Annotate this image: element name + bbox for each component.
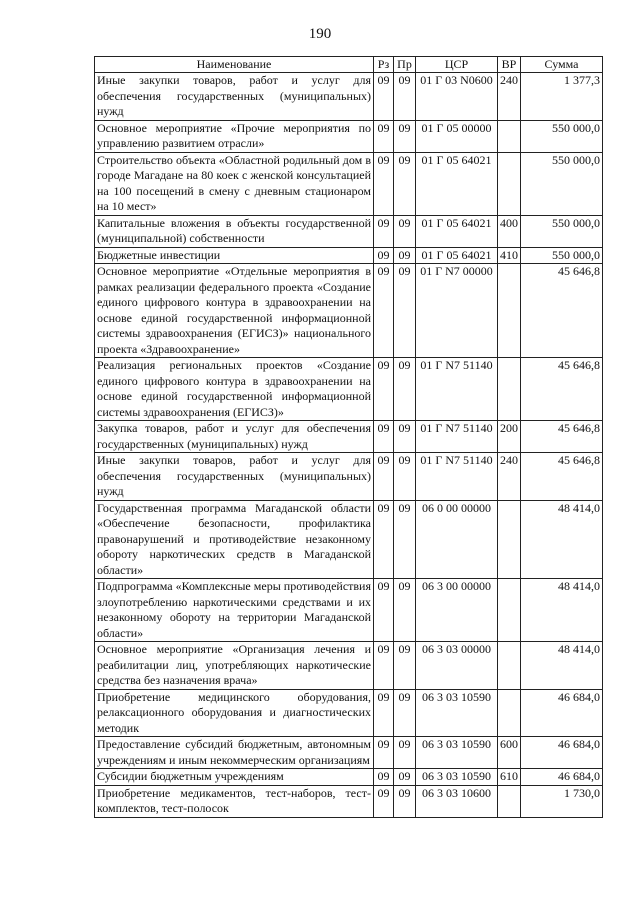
row-sum: 48 414,0 [521, 642, 603, 690]
row-rz: 09 [374, 453, 394, 501]
row-rz: 09 [374, 215, 394, 247]
row-vr [498, 264, 521, 358]
row-sum: 45 646,8 [521, 453, 603, 501]
row-rz: 09 [374, 579, 394, 642]
row-name: Капитальные вложения в объекты государственной (муниципальной) собственности [95, 215, 374, 247]
header-rz: Рз [374, 57, 394, 73]
row-sum: 550 000,0 [521, 215, 603, 247]
table-row [95, 642, 603, 690]
table-row [95, 264, 603, 358]
row-rz: 09 [374, 689, 394, 737]
row-pr: 09 [394, 769, 416, 786]
row-name: Основное мероприятие «Прочие мероприятия по управлению развитием отрасли» [95, 120, 374, 152]
row-pr: 09 [394, 421, 416, 453]
row-vr: 240 [498, 73, 521, 121]
row-vr [498, 642, 521, 690]
row-csr: 06 3 03 00000 [416, 642, 498, 690]
row-vr: 610 [498, 769, 521, 786]
row-sum: 550 000,0 [521, 247, 603, 264]
row-vr [498, 120, 521, 152]
row-csr: 01 Г N7 51140 [416, 421, 498, 453]
row-pr: 09 [394, 737, 416, 769]
row-csr: 01 Г N7 51140 [416, 358, 498, 421]
row-rz: 09 [374, 737, 394, 769]
row-name: Иные закупки товаров, работ и услуг для обеспечения государственных (муниципальных) нужд [95, 453, 374, 501]
row-rz: 09 [374, 264, 394, 358]
row-pr: 09 [394, 264, 416, 358]
row-sum: 48 414,0 [521, 579, 603, 642]
row-name: Предоставление субсидий бюджетным, автономным учреждениям и иным некоммерческим организациям [95, 737, 374, 769]
row-pr: 09 [394, 120, 416, 152]
row-sum: 45 646,8 [521, 264, 603, 358]
row-name: Подпрограмма «Комплексные меры противодействия злоупотреблению наркотическими средствами и их незаконному обороту на территории Магаданской области» [95, 579, 374, 642]
row-name: Субсидии бюджетным учреждениям [95, 769, 374, 786]
row-pr: 09 [394, 358, 416, 421]
row-rz: 09 [374, 769, 394, 786]
row-csr: 01 Г N7 51140 [416, 453, 498, 501]
row-sum: 46 684,0 [521, 689, 603, 737]
row-csr: 06 3 03 10600 [416, 785, 498, 817]
row-vr: 410 [498, 247, 521, 264]
table-row [95, 769, 603, 786]
row-name: Строительство объекта «Областной родильный дом в городе Магадане на 80 коек с женской консультацией на 100 посещений в смену с дневным стационаром на 10 мест» [95, 152, 374, 215]
row-pr: 09 [394, 453, 416, 501]
row-pr: 09 [394, 152, 416, 215]
row-rz: 09 [374, 785, 394, 817]
header-csr: ЦСР [416, 57, 498, 73]
row-name: Приобретение медикаментов, тест-наборов, тест-комплектов, тест-полосок [95, 785, 374, 817]
page-number: 190 [308, 26, 332, 42]
row-sum: 550 000,0 [521, 152, 603, 215]
header-name: Наименование [95, 57, 374, 73]
row-sum: 550 000,0 [521, 120, 603, 152]
table-row [95, 785, 603, 817]
row-vr [498, 689, 521, 737]
row-sum: 1 377,3 [521, 73, 603, 121]
header-pr: Пр [394, 57, 416, 73]
header-vr: ВР [498, 57, 521, 73]
table-row [95, 500, 603, 579]
row-csr: 06 3 03 10590 [416, 737, 498, 769]
row-sum: 46 684,0 [521, 737, 603, 769]
row-rz: 09 [374, 73, 394, 121]
row-pr: 09 [394, 247, 416, 264]
row-vr [498, 358, 521, 421]
row-name: Реализация региональных проектов «Создание единого цифрового контура в здравоохранении на основе единой государственной информационной системы здравоохранения (ЕГИСЗ)» [95, 358, 374, 421]
row-pr: 09 [394, 689, 416, 737]
row-name: Бюджетные инвестиции [95, 247, 374, 264]
table-row [95, 152, 603, 215]
row-csr: 06 3 03 10590 [416, 689, 498, 737]
row-vr: 200 [498, 421, 521, 453]
table-row [95, 453, 603, 501]
row-rz: 09 [374, 421, 394, 453]
table-row [95, 737, 603, 769]
row-csr: 06 3 03 10590 [416, 769, 498, 786]
row-sum: 1 730,0 [521, 785, 603, 817]
row-vr [498, 785, 521, 817]
row-vr [498, 500, 521, 579]
row-pr: 09 [394, 73, 416, 121]
row-csr: 01 Г 05 64021 [416, 152, 498, 215]
row-csr: 01 Г 03 N0600 [416, 73, 498, 121]
row-rz: 09 [374, 358, 394, 421]
row-vr: 240 [498, 453, 521, 501]
row-name: Основное мероприятие «Отдельные мероприятия в рамках реализации федерального проекта «Создание единого цифрового контура в здравоохранении на основе единой государственной информационной системы здравоохранения (ЕГИСЗ)» национального проекта «Здравоохранение» [95, 264, 374, 358]
row-rz: 09 [374, 500, 394, 579]
row-rz: 09 [374, 247, 394, 264]
row-csr: 06 0 00 00000 [416, 500, 498, 579]
row-csr: 01 Г 05 64021 [416, 215, 498, 247]
row-name: Закупка товаров, работ и услуг для обеспечения государственных (муниципальных) нужд [95, 421, 374, 453]
row-vr [498, 579, 521, 642]
row-rz: 09 [374, 120, 394, 152]
row-rz: 09 [374, 152, 394, 215]
header-sum: Сумма [521, 57, 603, 73]
table-header-row [95, 57, 603, 73]
table-row [95, 689, 603, 737]
row-csr: 01 Г 05 00000 [416, 120, 498, 152]
table-row [95, 247, 603, 264]
row-csr: 01 Г 05 64021 [416, 247, 498, 264]
table-row [95, 120, 603, 152]
row-sum: 48 414,0 [521, 500, 603, 579]
table-row [95, 579, 603, 642]
row-sum: 45 646,8 [521, 358, 603, 421]
row-pr: 09 [394, 500, 416, 579]
row-sum: 46 684,0 [521, 769, 603, 786]
row-vr [498, 152, 521, 215]
row-vr: 600 [498, 737, 521, 769]
row-name: Основное мероприятие «Организация лечения и реабилитации лиц, употребляющих наркотические средства без назначения врача» [95, 642, 374, 690]
row-pr: 09 [394, 215, 416, 247]
row-rz: 09 [374, 642, 394, 690]
row-name: Приобретение медицинского оборудования, релаксационного оборудования и диагностических методик [95, 689, 374, 737]
row-csr: 01 Г N7 00000 [416, 264, 498, 358]
row-pr: 09 [394, 785, 416, 817]
table-row [95, 421, 603, 453]
row-sum: 45 646,8 [521, 421, 603, 453]
table-row [95, 358, 603, 421]
row-name: Иные закупки товаров, работ и услуг для обеспечения государственных (муниципальных) нужд [95, 73, 374, 121]
table-row [95, 73, 603, 121]
row-vr: 400 [498, 215, 521, 247]
budget-table [94, 56, 603, 818]
row-pr: 09 [394, 579, 416, 642]
table-row [95, 215, 603, 247]
row-name: Государственная программа Магаданской области «Обеспечение безопасности, профилактика правонарушений и противодействие незаконному обороту наркотических средств в Магаданской области» [95, 500, 374, 579]
row-pr: 09 [394, 642, 416, 690]
row-csr: 06 3 00 00000 [416, 579, 498, 642]
